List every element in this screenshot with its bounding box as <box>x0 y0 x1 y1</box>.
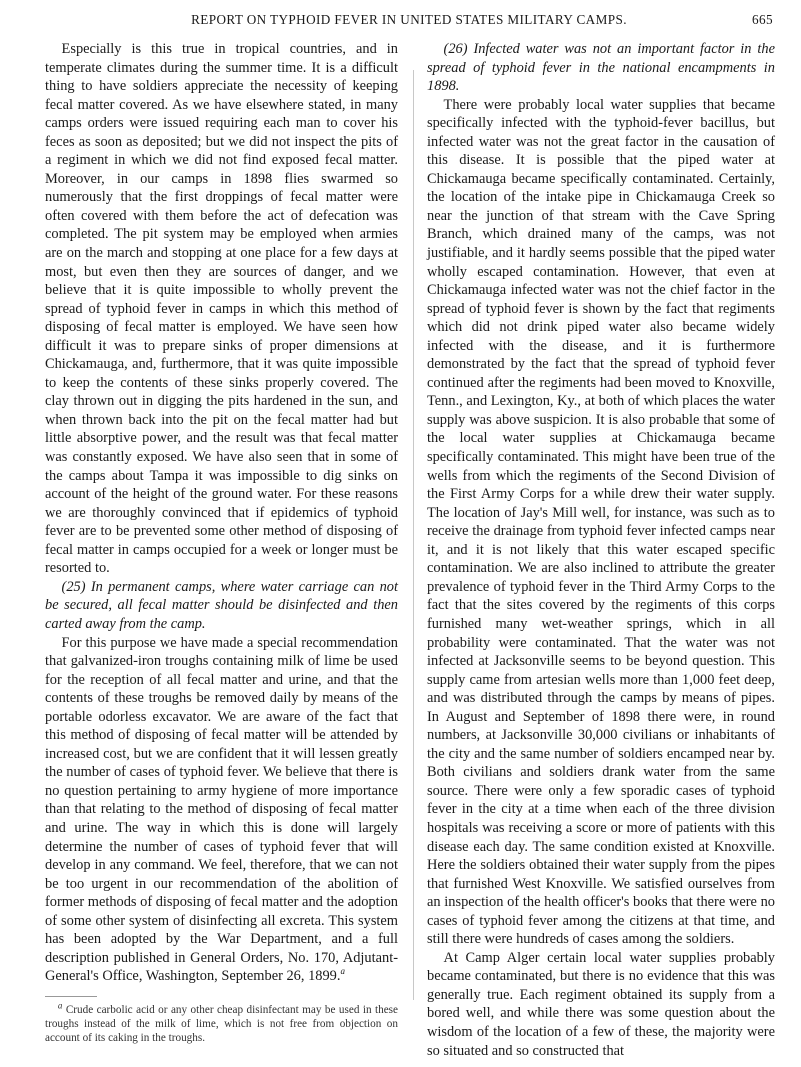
footnote <box>45 1000 399 1045</box>
paragraph-camp-alger: At Camp Alger certain local water supplies probably became contaminated, but there is no evidence that this was generally true. Each regiment obtained its supply from a bored well, and while there was some question about the wisdom of the location of a few of these, the majority were so situated and so constructed that <box>427 949 775 1059</box>
paragraph-pit-system: Especially is this true in tropical countries, and in temperate climates during the summer time. It is a difficult thing to have soldiers appreciate the necessity of keeping fecal matter covered. As we have elsewhere stated, in many camps orders were issued requiring each man to cover his feces as soon as deposited; but we did not inspect the pits of a regiment in which we did not find exposed fecal matter. Moreover, in our camps in 1898 flies swarmed so numerously that the first droppings of fecal matter were often covered with them before the act of defecation was completed. The pit system may be employed when armies are on the march and stopping at one place for a few days at most, but even then they are sources of danger, and we believe that it is quite impossible to wholly prevent the spread of typhoid fever in camps in which this method of disposing of fecal matter is employed. We have seen how difficult it was to prepare sinks of proper dimensions at Chickamauga, and, furthermore, that it was quite impossible to keep the contents of these sinks properly covered. The clay thrown out in digging the pits hardened in the sun, and when thrown back into the pit on the fecal matter had but little absorptive power, and the result was that fecal matter was constantly exposed. We have also seen that in some of the camps about Tampa it was impossible to dig sinks on account of the height of the ground water. For these reasons we are thoroughly convinced that if epidemics of typhoid fever are to be prevented some other method of disposing of fecal matter in camps occupied for a week or longer must be resorted to. <box>45 41 398 577</box>
running-title: REPORT ON TYPHOID FEVER IN UNITED STATES MILITARY CAMPS. <box>191 12 627 27</box>
footnote-marker-ref: a <box>57 1000 63 1011</box>
footnote-rule <box>45 996 97 997</box>
right-column <box>427 40 775 1060</box>
footnote-marker: a <box>340 966 345 977</box>
left-column <box>45 40 398 1045</box>
heading-26-infected-water: (26) Infected water was not an important factor in the spread of typhoid fever in the national encampments in 1898. <box>427 41 775 95</box>
paragraph-trough-text: For this purpose we have made a special recommendation that galvanized-iron troughs containing milk of lime be used for the reception of all fecal matter and urine, and that the contents of these troughs be removed daily by means of the portable odorless excavator. We are aware of the fact that this method of disposing of fecal matter will be attended by increased cost, but we are confident that it will lessen greatly the number of cases of typhoid fever. We believe that there is no question pertaining to army hygiene of more importance than that relating to the method of disposing of fecal matter and urine. The way in which this is done will largely determine the number of cases of typhoid fever that will develop in any command. We feel, therefore, that we can not be too urgent in our recommendation of the abolition of former methods of disposing of fecal matter and the adoption of some other system of disinfecting all excreta. This system has been adopted by the War Department, and a full description published in General Orders, No. 170, Adjutant-General's Office, Washington, September 26, 1899. <box>45 634 398 985</box>
paragraph-water-supplies: There were probably local water supplies that became specifically infected with the typhoid-fever bacillus, but infected water was not the great factor in the causation of this disease. It is possible that the piped water at Chickamauga became specifically contaminated. Certainly, the location of the intake pipe in Chickamauga Creek so near the junction of that stream with the Cave Spring Branch, which drained many of the camps, was not justifiable, and it hardly seems possible that the piped water wholly escaped contamination. However, that even at Chickamauga infected water was not the chief factor in the spread of typhoid fever is shown by the fact that regiments which did not drink piped water also became widely infected with the disease, and it is furthermore demonstrated by the fact that the spread of typhoid fever continued after the regiments had been moved to Knoxville, Tenn., and Lexington, Ky., at both of which places the water supply was above suspicion. It is also probable that some of the local water supplies at Chickamauga became specifically contaminated. This might have been true of the wells from which the regiments of the Second Division of the First Army Corps for a while drew their water supply. The location of Jay's Mill well, for instance, was such as to receive the drainage from typhoid fever infected camps near it, and it is not likely that this water escaped specific contamination. We are also inclined to attribute the greater prevalence of typhoid fever in the Third Army Corps to the fact that the sites covered by the regiments of this corps furnished many wet-weather springs, which in all probability were contaminated. That the water was not infected at Jacksonville seems to be beyond question. This supply came from artesian wells more than 1,000 feet deep, and was distributed through the camps by means of pipes. In August and September of 1898 there were, in round numbers, at Jacksonville 30,000 civilians or inhabitants of the city and the same number of soldiers encamped near by. Both civilians and soldiers drank water from the same source. There were only a few sporadic cases of typhoid fever in the city at a time when each of the three division hospitals was receiving a score or more of patients with this disease each day. The same condition existed at Knoxville. Here the soldiers obtained their water supply from the pipes that furnished West Knoxville. We satisfied ourselves from an inspection of the health officer's books that there were no cases of typhoid fever among the citizens at that time, and still there were hundreds of cases among the soldiers. <box>427 96 775 948</box>
column-divider <box>413 70 414 1000</box>
paragraph-trough-recommendation <box>45 634 398 986</box>
heading-25-permanent-camps: (25) In permanent camps, where water carriage can not be secured, all fecal matter should be disinfected and then carted away from the camp. <box>45 578 398 632</box>
page-number: 665 <box>752 12 773 27</box>
footnote-text: Crude carbolic acid or any other cheap disinfectant may be used in these troughs instead of the milk of lime, which is not free from objection on account of its caking in the troughs. <box>45 1003 399 1044</box>
